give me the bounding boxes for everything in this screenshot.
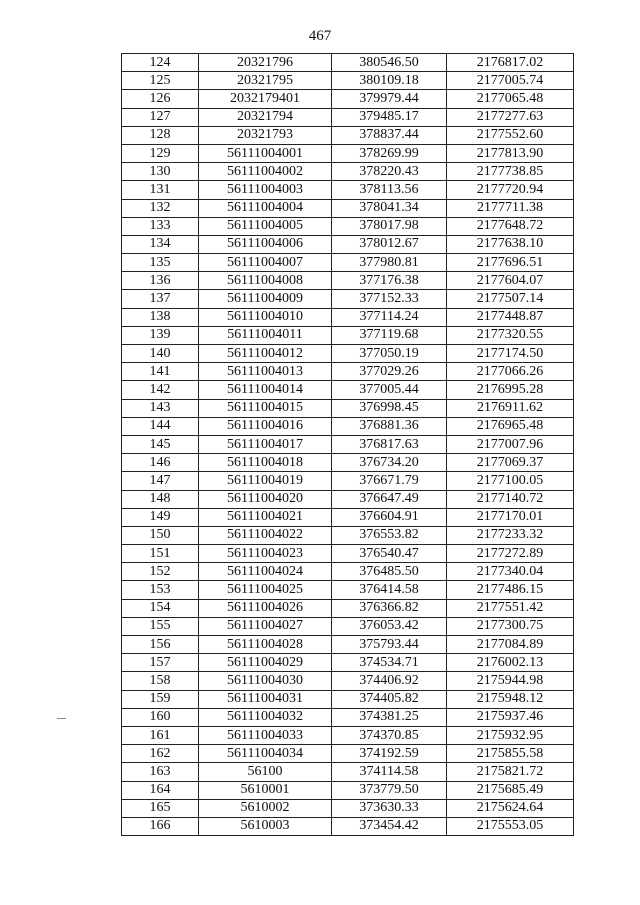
table-row [122,126,574,144]
y-coordinate-cell: 2177638.10 [447,235,574,253]
y-coordinate-cell: 2177277.63 [447,108,574,126]
point-id-cell: 56100 [199,763,332,781]
row-number-cell: 166 [122,817,199,835]
y-coordinate-cell: 2176965.48 [447,417,574,435]
point-id-cell: 56111004012 [199,345,332,363]
point-id-cell: 56111004019 [199,472,332,490]
point-id-cell: 56111004004 [199,199,332,217]
row-number-cell: 165 [122,799,199,817]
point-id-cell: 56111004014 [199,381,332,399]
x-coordinate-cell: 376998.45 [332,399,447,417]
y-coordinate-cell: 2177005.74 [447,72,574,90]
point-id-cell: 5610002 [199,799,332,817]
y-coordinate-cell: 2177007.96 [447,435,574,453]
row-number-cell: 159 [122,690,199,708]
row-number-cell: 133 [122,217,199,235]
row-number-cell: 134 [122,235,199,253]
y-coordinate-cell: 2177711.38 [447,199,574,217]
row-number-cell: 138 [122,308,199,326]
y-coordinate-cell: 2175685.49 [447,781,574,799]
x-coordinate-cell: 378220.43 [332,163,447,181]
y-coordinate-cell: 2177552.60 [447,126,574,144]
point-id-cell: 56111004032 [199,708,332,726]
point-id-cell: 20321793 [199,126,332,144]
y-coordinate-cell: 2177813.90 [447,144,574,162]
x-coordinate-cell: 377980.81 [332,254,447,272]
x-coordinate-cell: 374370.85 [332,726,447,744]
x-coordinate-cell: 380109.18 [332,72,447,90]
x-coordinate-cell: 376414.58 [332,581,447,599]
row-number-cell: 137 [122,290,199,308]
row-number-cell: 164 [122,781,199,799]
x-coordinate-cell: 377005.44 [332,381,447,399]
row-number-cell: 157 [122,654,199,672]
y-coordinate-cell: 2177507.14 [447,290,574,308]
x-coordinate-cell: 377114.24 [332,308,447,326]
x-coordinate-cell: 377119.68 [332,326,447,344]
point-id-cell: 56111004025 [199,581,332,599]
margin-mark [57,718,66,719]
x-coordinate-cell: 374381.25 [332,708,447,726]
table-row [122,581,574,599]
x-coordinate-cell: 374406.92 [332,672,447,690]
table-row [122,181,574,199]
y-coordinate-cell: 2177084.89 [447,636,574,654]
row-number-cell: 127 [122,108,199,126]
table-row [122,163,574,181]
table-row [122,636,574,654]
table-row [122,472,574,490]
y-coordinate-cell: 2176002.13 [447,654,574,672]
row-number-cell: 139 [122,326,199,344]
table-row [122,326,574,344]
y-coordinate-cell: 2177604.07 [447,272,574,290]
point-id-cell: 2032179401 [199,90,332,108]
table-row [122,563,574,581]
row-number-cell: 140 [122,345,199,363]
row-number-cell: 162 [122,745,199,763]
row-number-cell: 131 [122,181,199,199]
row-number-cell: 151 [122,545,199,563]
point-id-cell: 5610003 [199,817,332,835]
point-id-cell: 56111004013 [199,363,332,381]
y-coordinate-cell: 2175855.58 [447,745,574,763]
x-coordinate-cell: 378041.34 [332,199,447,217]
table-row [122,290,574,308]
table-row [122,708,574,726]
point-id-cell: 56111004016 [199,417,332,435]
y-coordinate-cell: 2177720.94 [447,181,574,199]
table-row [122,381,574,399]
y-coordinate-cell: 2176911.62 [447,399,574,417]
table-row [122,454,574,472]
point-id-cell: 56111004021 [199,508,332,526]
y-coordinate-cell: 2176817.02 [447,54,574,72]
x-coordinate-cell: 377176.38 [332,272,447,290]
table-row [122,199,574,217]
x-coordinate-cell: 374192.59 [332,745,447,763]
y-coordinate-cell: 2177648.72 [447,217,574,235]
y-coordinate-cell: 2175948.12 [447,690,574,708]
table-row [122,508,574,526]
y-coordinate-cell: 2177233.32 [447,526,574,544]
row-number-cell: 130 [122,163,199,181]
row-number-cell: 128 [122,126,199,144]
x-coordinate-cell: 376817.63 [332,435,447,453]
table-row [122,144,574,162]
point-id-cell: 56111004020 [199,490,332,508]
row-number-cell: 135 [122,254,199,272]
table-row [122,72,574,90]
table-row [122,235,574,253]
x-coordinate-cell: 375793.44 [332,636,447,654]
row-number-cell: 147 [122,472,199,490]
table-row [122,108,574,126]
row-number-cell: 163 [122,763,199,781]
point-id-cell: 56111004005 [199,217,332,235]
point-id-cell: 56111004034 [199,745,332,763]
row-number-cell: 155 [122,617,199,635]
y-coordinate-cell: 2177174.50 [447,345,574,363]
row-number-cell: 153 [122,581,199,599]
page-number: 467 [308,28,332,44]
table-row [122,599,574,617]
table-row [122,817,574,835]
y-coordinate-cell: 2177170.01 [447,508,574,526]
y-coordinate-cell: 2177272.89 [447,545,574,563]
point-id-cell: 56111004002 [199,163,332,181]
x-coordinate-cell: 376734.20 [332,454,447,472]
x-coordinate-cell: 376540.47 [332,545,447,563]
row-number-cell: 156 [122,636,199,654]
x-coordinate-cell: 376881.36 [332,417,447,435]
row-number-cell: 152 [122,563,199,581]
x-coordinate-cell: 376485.50 [332,563,447,581]
x-coordinate-cell: 378837.44 [332,126,447,144]
y-coordinate-cell: 2177066.26 [447,363,574,381]
point-id-cell: 20321794 [199,108,332,126]
point-id-cell: 56111004009 [199,290,332,308]
x-coordinate-cell: 376671.79 [332,472,447,490]
table-row [122,217,574,235]
row-number-cell: 132 [122,199,199,217]
table-row [122,254,574,272]
table-row [122,617,574,635]
table-row [122,726,574,744]
x-coordinate-cell: 373454.42 [332,817,447,835]
x-coordinate-cell: 376647.49 [332,490,447,508]
point-id-cell: 56111004015 [199,399,332,417]
y-coordinate-cell: 2177320.55 [447,326,574,344]
x-coordinate-cell: 376553.82 [332,526,447,544]
row-number-cell: 161 [122,726,199,744]
row-number-cell: 150 [122,526,199,544]
row-number-cell: 136 [122,272,199,290]
y-coordinate-cell: 2175937.46 [447,708,574,726]
point-id-cell: 56111004018 [199,454,332,472]
x-coordinate-cell: 378113.56 [332,181,447,199]
y-coordinate-cell: 2175821.72 [447,763,574,781]
row-number-cell: 142 [122,381,199,399]
x-coordinate-cell: 378012.67 [332,235,447,253]
x-coordinate-cell: 379979.44 [332,90,447,108]
point-id-cell: 56111004033 [199,726,332,744]
table-row [122,417,574,435]
row-number-cell: 129 [122,144,199,162]
y-coordinate-cell: 2177738.85 [447,163,574,181]
x-coordinate-cell: 380546.50 [332,54,447,72]
y-coordinate-cell: 2177069.37 [447,454,574,472]
row-number-cell: 125 [122,72,199,90]
point-id-cell: 56111004024 [199,563,332,581]
y-coordinate-cell: 2177448.87 [447,308,574,326]
x-coordinate-cell: 374114.58 [332,763,447,781]
x-coordinate-cell: 373779.50 [332,781,447,799]
point-id-cell: 56111004011 [199,326,332,344]
y-coordinate-cell: 2177340.04 [447,563,574,581]
point-id-cell: 56111004028 [199,636,332,654]
y-coordinate-cell: 2177551.42 [447,599,574,617]
x-coordinate-cell: 378269.99 [332,144,447,162]
table-row [122,526,574,544]
point-id-cell: 56111004001 [199,144,332,162]
y-coordinate-cell: 2177300.75 [447,617,574,635]
point-id-cell: 56111004003 [199,181,332,199]
x-coordinate-cell: 374405.82 [332,690,447,708]
table-row [122,54,574,72]
row-number-cell: 145 [122,435,199,453]
x-coordinate-cell: 377152.33 [332,290,447,308]
table-row [122,345,574,363]
row-number-cell: 160 [122,708,199,726]
coordinates-table-body [122,54,574,836]
table-row [122,545,574,563]
x-coordinate-cell: 378017.98 [332,217,447,235]
y-coordinate-cell: 2177065.48 [447,90,574,108]
point-id-cell: 56111004031 [199,690,332,708]
y-coordinate-cell: 2176995.28 [447,381,574,399]
point-id-cell: 56111004007 [199,254,332,272]
x-coordinate-cell: 376366.82 [332,599,447,617]
x-coordinate-cell: 373630.33 [332,799,447,817]
row-number-cell: 148 [122,490,199,508]
table-row [122,763,574,781]
y-coordinate-cell: 2175932.95 [447,726,574,744]
point-id-cell: 56111004023 [199,545,332,563]
point-id-cell: 56111004017 [199,435,332,453]
table-row [122,799,574,817]
y-coordinate-cell: 2177696.51 [447,254,574,272]
x-coordinate-cell: 379485.17 [332,108,447,126]
row-number-cell: 126 [122,90,199,108]
y-coordinate-cell: 2177140.72 [447,490,574,508]
table-row [122,272,574,290]
point-id-cell: 56111004030 [199,672,332,690]
table-row [122,781,574,799]
table-row [122,399,574,417]
coordinates-table [121,53,574,836]
point-id-cell: 5610001 [199,781,332,799]
row-number-cell: 158 [122,672,199,690]
y-coordinate-cell: 2175553.05 [447,817,574,835]
coordinates-table-container [121,53,573,836]
point-id-cell: 56111004022 [199,526,332,544]
row-number-cell: 124 [122,54,199,72]
point-id-cell: 56111004026 [199,599,332,617]
table-row [122,654,574,672]
x-coordinate-cell: 374534.71 [332,654,447,672]
y-coordinate-cell: 2175624.64 [447,799,574,817]
point-id-cell: 56111004010 [199,308,332,326]
y-coordinate-cell: 2175944.98 [447,672,574,690]
table-row [122,90,574,108]
row-number-cell: 144 [122,417,199,435]
point-id-cell: 56111004027 [199,617,332,635]
row-number-cell: 143 [122,399,199,417]
table-row [122,490,574,508]
point-id-cell: 20321796 [199,54,332,72]
table-row [122,308,574,326]
point-id-cell: 20321795 [199,72,332,90]
x-coordinate-cell: 377050.19 [332,345,447,363]
y-coordinate-cell: 2177100.05 [447,472,574,490]
row-number-cell: 141 [122,363,199,381]
y-coordinate-cell: 2177486.15 [447,581,574,599]
x-coordinate-cell: 377029.26 [332,363,447,381]
point-id-cell: 56111004008 [199,272,332,290]
table-row [122,745,574,763]
point-id-cell: 56111004006 [199,235,332,253]
x-coordinate-cell: 376053.42 [332,617,447,635]
row-number-cell: 146 [122,454,199,472]
point-id-cell: 56111004029 [199,654,332,672]
row-number-cell: 149 [122,508,199,526]
row-number-cell: 154 [122,599,199,617]
table-row [122,690,574,708]
table-row [122,672,574,690]
x-coordinate-cell: 376604.91 [332,508,447,526]
table-row [122,363,574,381]
table-row [122,435,574,453]
